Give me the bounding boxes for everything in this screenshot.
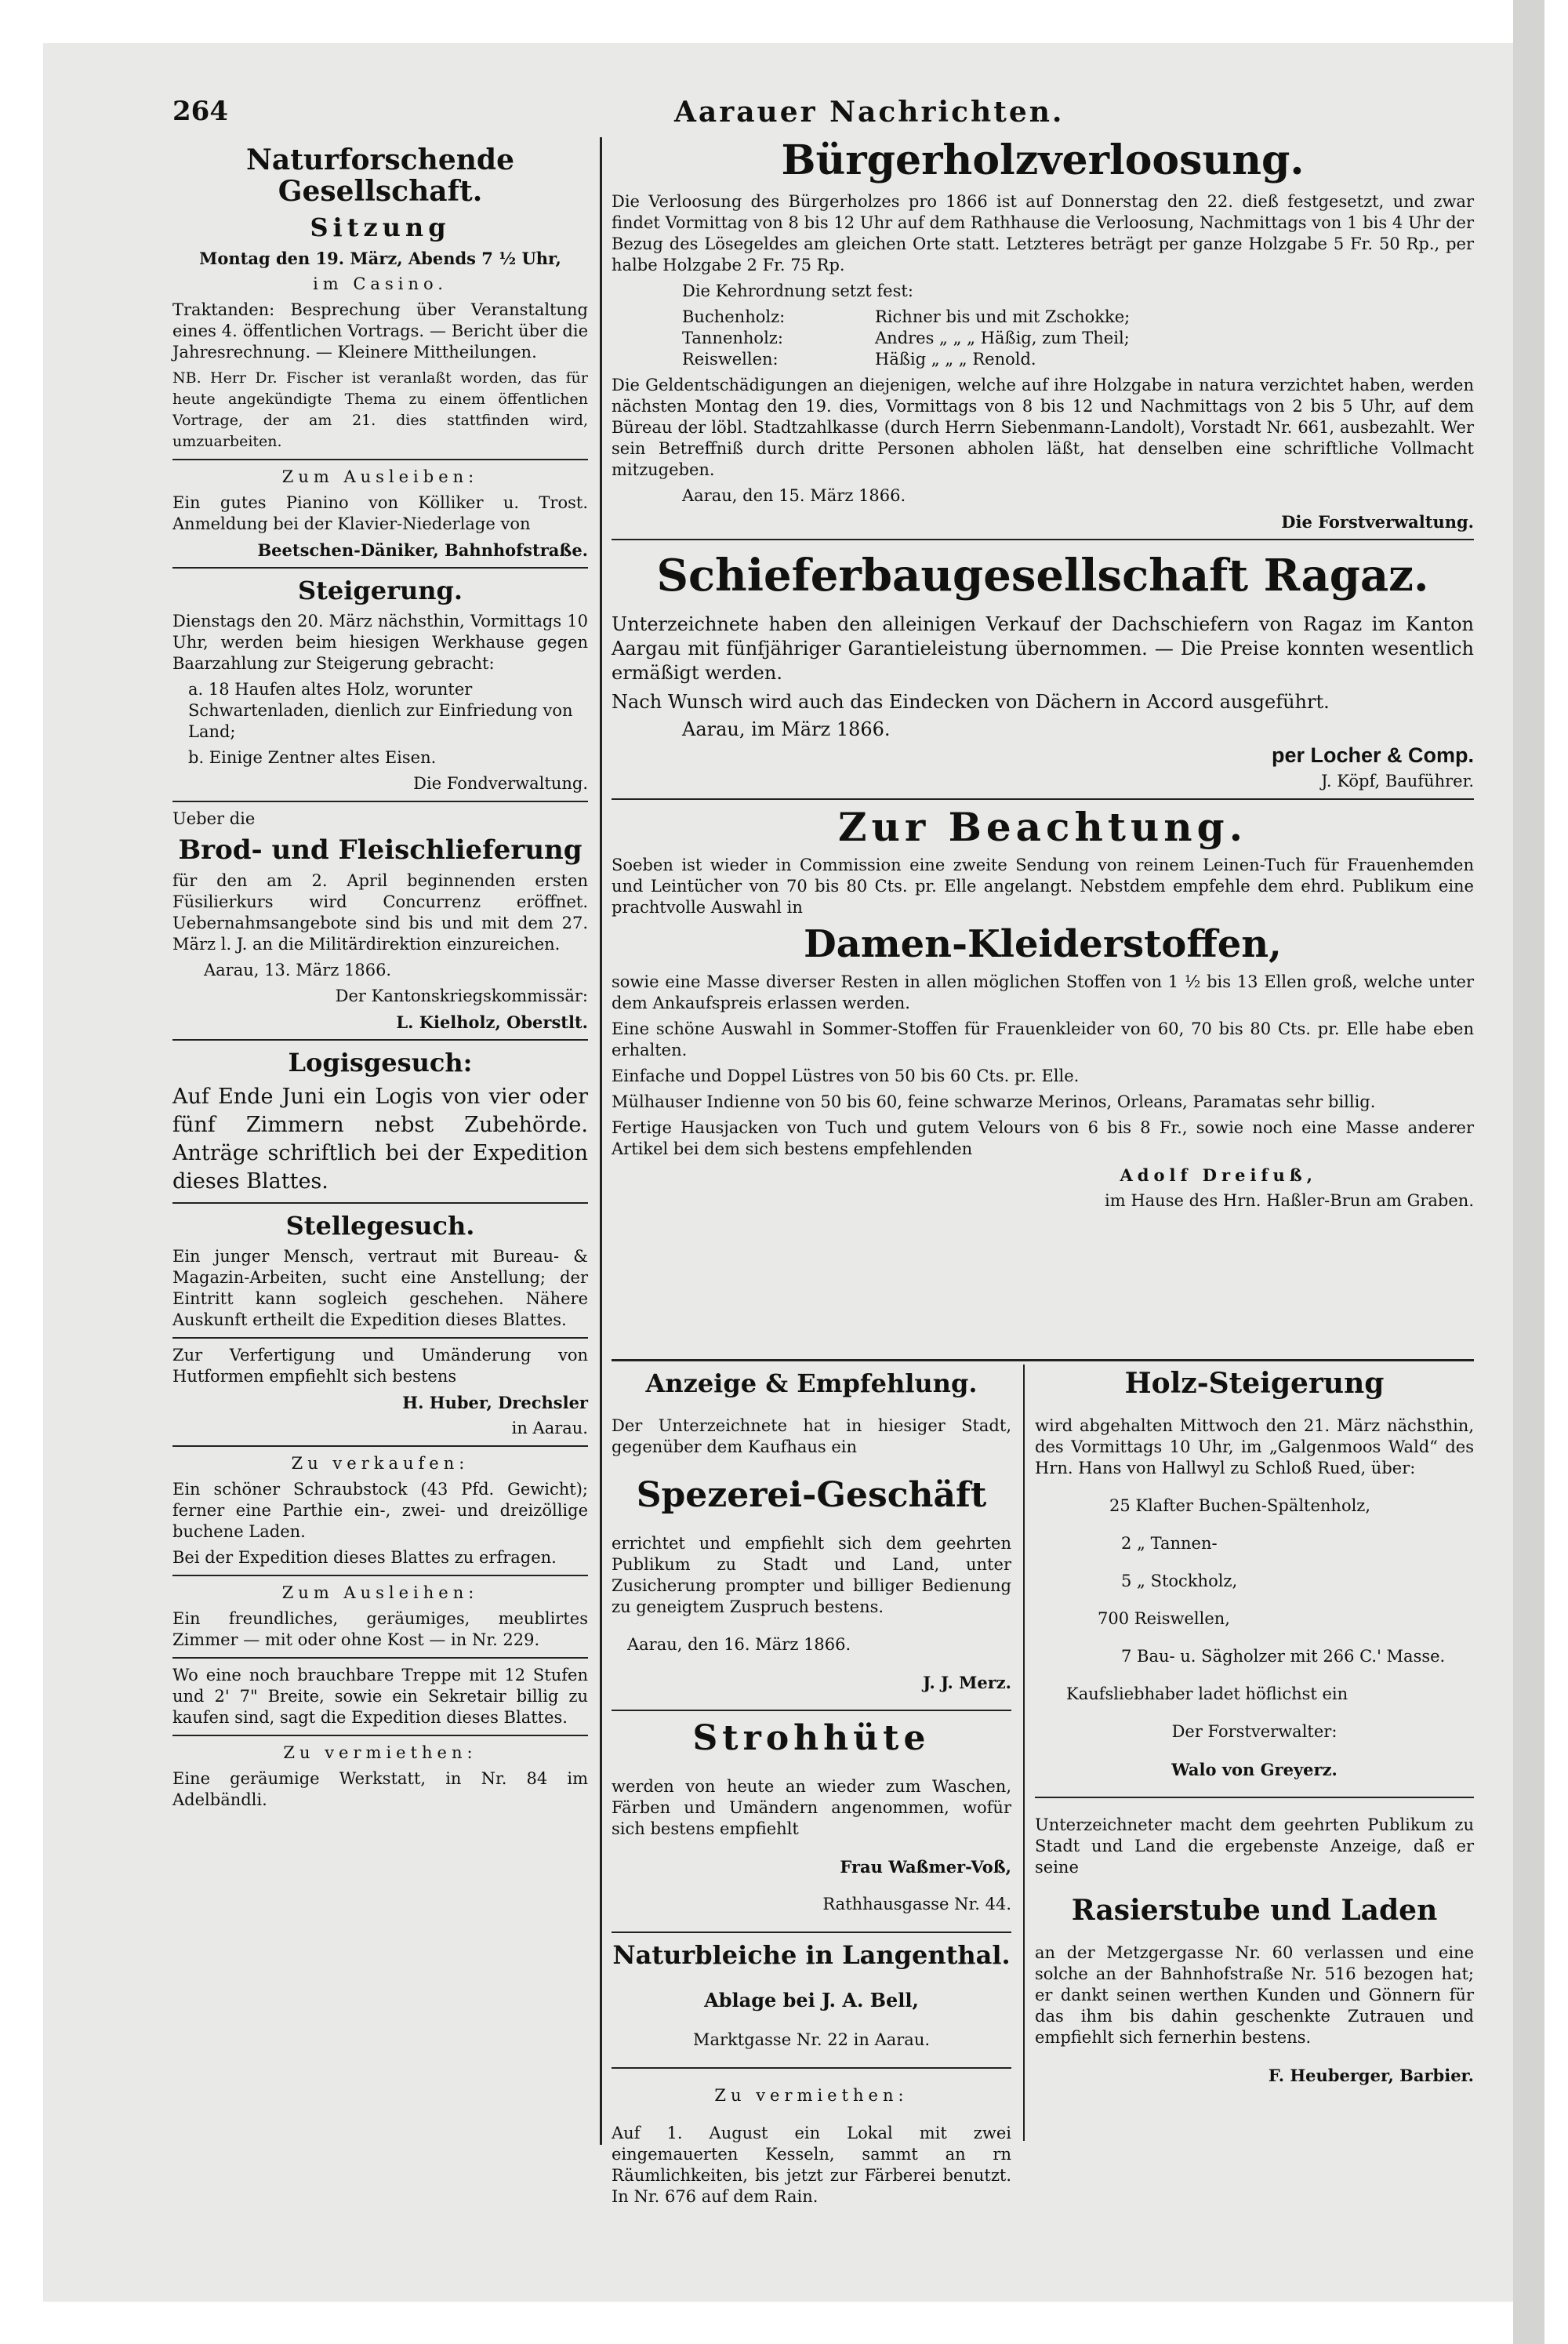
beachtung-text-5: Mülhauser Indienne von 50 bis 60, feine schwarze Merinos, Orleans, Paramatas sehr billig. <box>612 1092 1376 1111</box>
werkstatt-text: Eine geräumige Werkstatt, in Nr. 84 im Adelbändli. <box>172 1769 588 1809</box>
holzsteig-item: 25 Klafter Buchen-Spältenholz, <box>1109 1496 1371 1515</box>
kehr-value: Andres „ „ „ Häßig, zum Theil; <box>875 329 1130 347</box>
pianino-signature: Beetschen-Däniker, Bahnhofstraße. <box>257 540 588 560</box>
stelle-text: Ein junger Mensch, vertraut mit Bureau- & Magazin-Arbeiten, sucht eine Anstellung; der Eintritt kann sogleich geschehen. Nähere Auskunft ertheilt die Expedition dieses Blattes. <box>172 1247 588 1329</box>
holzsteig-signature-2: Walo von Greyerz. <box>1171 1760 1338 1779</box>
separator <box>172 801 588 802</box>
buergerholz-text: Die Verloosung des Bürgerholzes pro 1866 ist auf Donnerstag den 22. dieß festgesetzt, und zwar findet Vormittag von 8 bis 12 Uhr auf dem Rathhause die Verloosung, Nachmittags von 1 bis 4 Uhr der Bezug des Lösegeldes am gleichen Orte statt. Letzteres beträgt per ganze Holzgabe 5 Fr. 50 Rp., per halbe Holzgabe 2 Fr. 75 Rp. <box>612 192 1474 274</box>
buergerholz-ad <box>612 136 1474 532</box>
stelle-title: Stellegesuch. <box>285 1211 475 1241</box>
kehr-table <box>682 307 1474 370</box>
brod-ad <box>172 809 588 1033</box>
separator <box>1035 1797 1474 1798</box>
lokal-title: Zu vermiethen: <box>714 2086 909 2105</box>
separator <box>172 1575 588 1576</box>
kehr-label: Tannenholz: <box>682 329 783 347</box>
naturforschende-ad <box>172 144 588 452</box>
schiefer-title: Schieferbaugesellschaft Ragaz. <box>656 550 1429 601</box>
holzsteig-text-2: Kaufsliebhaber ladet höflichst ein <box>1066 1684 1348 1703</box>
logis-title: Logisgesuch: <box>288 1048 473 1078</box>
steigerung-item-b: b. Einige Zentner altes Eisen. <box>188 748 437 767</box>
brod-date: Aarau, 13. März 1866. <box>204 961 392 979</box>
spezerei-text-2: errichtet und empfiehlt sich dem geehrten Publikum zu Stadt und Land, unter Zusicherung prompter und billiger Bedienung zu geneigtem Zuspruch bestens. <box>612 1534 1011 1616</box>
spezerei-text: Der Unterzeichnete hat in hiesiger Stadt, gegenüber dem Kaufhaus ein <box>612 1416 1011 1456</box>
binding-edge <box>1513 0 1544 2344</box>
verkaufen-text-2: Bei der Expedition dieses Blattes zu erfragen. <box>172 1548 557 1567</box>
holzsteig-item: 5 „ Stockholz, <box>1121 1572 1238 1590</box>
separator <box>172 1202 588 1204</box>
steigerung-title: Steigerung. <box>297 576 463 605</box>
hutformen-ad <box>172 1345 588 1439</box>
beachtung-title: Zur Beachtung. <box>837 804 1248 850</box>
rasier-ad <box>1035 1815 1474 2086</box>
right-column <box>612 133 1474 1216</box>
rasier-text: Unterzeichneter macht dem geehrten Publikum zu Stadt und Land die ergebenste Anzeige, daß er seine <box>1035 1815 1474 1877</box>
holzsteig-signature-1: Der Forstverwalter: <box>1171 1722 1338 1741</box>
brod-signature-2: L. Kielholz, Oberstlt. <box>396 1012 588 1032</box>
spezerei-ad <box>612 1368 1011 1693</box>
pianino-title: Zum Ausleiben: <box>281 467 479 486</box>
nb-text: NB. Herr Dr. Fischer ist veranlaßt worden, das für heute angekündigte Thema zu einem öffentlichen Vortrage, der am 21. dies stattfinden wird, umzuarbeiten. <box>172 369 588 450</box>
strohhuete-signature-1: Frau Waßmer-Voß, <box>840 1857 1011 1877</box>
schiefer-signature-1: per Locher & Comp. <box>1271 743 1474 767</box>
verkaufen-ad <box>172 1453 588 1568</box>
strohhuete-title: Strohhüte <box>692 1718 931 1758</box>
kehr-title: Die Kehrordnung setzt fest: <box>682 282 913 300</box>
schiefer-text: Unterzeichnete haben den alleinigen Verkauf der Dachschiefern von Ragaz im Kanton Aargau mit fünfjähriger Garantieleistung übernommen. — Die Preise konnten wesentlich ermäßigt werden. <box>612 613 1474 684</box>
beachtung-text: Soeben ist wieder in Commission eine zweite Sendung von reinem Leinen-Tuch für Frauenhemden und Leintücher von 70 bis 80 Cts. pr. Elle angelangt. Nebstdem empfehle dem ehrd. Publikum eine prachtvolle Auswahl in <box>612 856 1474 917</box>
section-divider <box>612 1359 1474 1361</box>
separator <box>172 1657 588 1659</box>
sitzung-heading: Sitzung <box>310 213 451 242</box>
pianino-ad <box>172 467 588 561</box>
holzsteig-ad <box>1035 1368 1474 1780</box>
separator <box>172 1445 588 1447</box>
separator <box>612 539 1474 540</box>
steigerung-item-a: a. 18 Haufen altes Holz, worunter Schwartenladen, dienlich zur Einfriedung von Land; <box>188 680 573 741</box>
steigerung-signature: Die Fondverwaltung. <box>413 774 588 793</box>
brod-title: Brod- und Fleischlieferung <box>178 834 583 866</box>
verkaufen-text: Ein schöner Schraubstock (43 Pfd. Gewicht); ferner eine Parthie ein-, zwei- und dreizöllige buchene Laden. <box>172 1480 588 1541</box>
stelle-ad <box>172 1210 588 1331</box>
brod-pre: Ueber die <box>172 809 256 828</box>
brod-text: für den am 2. April beginnenden ersten Füsilierkurs wird Concurrenz eröffnet. Uebernahmsangebote sind bis und mit dem 27. März l. J. an die Militärdirektion einzureichen. <box>172 871 588 954</box>
lokal-text: Auf 1. August ein Lokal mit zwei eingemauerten Kesseln, sammt an rn Räumlichkeiten, bis jetzt zur Färberei benutzt. In Nr. 676 auf dem Rain. <box>612 2124 1011 2206</box>
holzsteig-item: 700 Reiswellen, <box>1098 1609 1230 1628</box>
strohhuete-signature-2: Rathhausgasse Nr. 44. <box>822 1895 1011 1913</box>
buergerholz-text-2: Die Geldentschädigungen an diejenigen, welche auf ihre Holzgabe in natura verzichtet haben, werden nächsten Montag den 19. dies, Vormittags von 8 bis 12 und Nachmittags von 2 bis 5 Uhr, auf dem Büreau der löbl. Stadtzahlkasse (durch Herrn Siebenmann-Landolt), Vorstadt Nr. 661, ausbezahlt. Wer sein Betreffniß durch dritte Personen abholen läßt, hat denselben eine schriftliche Vollmacht mitzugeben. <box>612 376 1474 479</box>
rasier-big: Rasierstube und Laden <box>1071 1894 1438 1927</box>
separator <box>612 798 1474 800</box>
holzsteig-title: Holz-Steigerung <box>1124 1367 1385 1400</box>
separator <box>612 1710 1011 1711</box>
brod-signature-1: Der Kantonskriegskommissär: <box>335 987 588 1005</box>
pianino-text: Ein gutes Pianino von Kölliker u. Trost. Anmeldung bei der Klavier-Niederlage von <box>172 493 588 533</box>
separator <box>612 2067 1011 2069</box>
beachtung-text-6: Fertige Hausjacken von Tuch und gutem Velours von 6 bis 8 Fr., sowie noch eine Masse anderer Artikel bei dem sich bestens empfehlenden <box>612 1118 1474 1158</box>
werkstatt-ad <box>172 1743 588 1811</box>
beachtung-text-3: Eine schöne Auswahl in Sommer-Stoffen für Frauenkleider von 60, 70 bis 80 Cts. pr. Elle habe eben erhalten. <box>612 1019 1474 1059</box>
lokal-ad <box>612 2085 1011 2208</box>
naturforschende-title: Naturforschende Gesellschaft. <box>246 144 514 208</box>
holzsteig-text: wird abgehalten Mittwoch den 21. März nächsthin, des Vormittags 10 Uhr, im „Galgenmoos Wald“ des Hrn. Hans von Hallwyl zu Schloß Rued, über: <box>1035 1416 1474 1477</box>
buergerholz-title: Bürgerholzverloosung. <box>781 136 1305 184</box>
kehr-label: Reiswellen: <box>682 350 779 369</box>
spezerei-big: Spezerei-Geschäft <box>636 1475 987 1515</box>
werkstatt-title: Zu vermiethen: <box>283 1743 477 1762</box>
rasier-signature: F. Heuberger, Barbier. <box>1268 2066 1474 2085</box>
spezerei-signature: J. J. Merz. <box>923 1673 1011 1692</box>
page-number: 264 <box>172 96 228 127</box>
beachtung-text-2: sowie eine Masse diverser Resten in allen möglichen Stoffen von 1 ½ bis 13 Ellen groß, welche unter dem Ankaufspreis erlassen werden. <box>612 972 1474 1012</box>
zimmer-text: Ein freundliches, geräumiges, meublirtes Zimmer — mit oder ohne Kost — in Nr. 229. <box>172 1609 588 1649</box>
hutformen-signature-2: in Aarau. <box>511 1419 588 1437</box>
verkaufen-title: Zu verkaufen: <box>291 1454 470 1473</box>
bleiche-title: Naturbleiche in Langenthal. <box>612 1940 1011 1970</box>
holzsteig-item: 7 Bau- u. Sägholzer mit 266 C.' Masse. <box>1121 1647 1446 1666</box>
treppe-text: Wo eine noch brauchbare Treppe mit 12 Stufen und 2' 7" Breite, sowie ein Sekretair billig zu kaufen sind, sagt die Expedition dieses Blattes. <box>172 1666 588 1727</box>
beachtung-signature-2: im Hause des Hrn. Haßler-Brun am Graben. <box>1105 1191 1474 1210</box>
sub-column-divider <box>1023 1365 1025 2141</box>
steigerung-text: Dienstags den 20. März nächsthin, Vormittags 10 Uhr, werden beim hiesigen Werkhause gegen Baarzahlung zur Steigerung gebracht: <box>172 612 588 673</box>
beachtung-ad <box>612 806 1474 1212</box>
logis-text: Auf Ende Juni ein Logis von vier oder fünf Zimmern nebst Zubehörde. Anträge schriftlich bei der Expedition dieses Blattes. <box>172 1085 588 1194</box>
beachtung-big: Damen-Kleiderstoffen, <box>804 922 1282 966</box>
right-sub-column-right <box>1035 1365 1474 2102</box>
traktanden-text: Traktanden: Besprechung über Veranstaltung eines 4. öffentlichen Vortrags. — Bericht über die Jahresrechnung. — Kleinere Mittheilungen. <box>172 300 588 362</box>
kehr-value: Richner bis und mit Zschokke; <box>875 307 1131 326</box>
spezerei-title: Anzeige & Empfehlung. <box>645 1368 978 1398</box>
beachtung-text-4: Einfache und Doppel Lüstres von 50 bis 60 Cts. pr. Elle. <box>612 1067 1080 1085</box>
strohhuete-text: werden von heute an wieder zum Waschen, Färben und Umändern angenommen, wofür sich bestens empfiehlt <box>612 1777 1011 1838</box>
bleiche-sub: Ablage bei J. A. Bell, <box>704 1989 919 2011</box>
page-header: Aarauer Nachrichten. <box>674 96 1065 129</box>
zimmer-title: Zum Ausleihen: <box>281 1583 479 1602</box>
separator <box>172 1735 588 1736</box>
schiefer-text-2: Nach Wunsch wird auch das Eindecken von Dächern in Accord ausgeführt. <box>612 691 1330 713</box>
separator <box>172 1039 588 1041</box>
separator <box>612 1932 1011 1933</box>
sitzung-place: im Casino. <box>313 274 448 293</box>
separator <box>172 1337 588 1339</box>
sitzung-datetime: Montag den 19. März, Abends 7 ½ Uhr, <box>199 249 561 268</box>
logis-ad <box>172 1047 588 1196</box>
bleiche-sub-2: Marktgasse Nr. 22 in Aarau. <box>692 2030 931 2049</box>
buergerholz-date: Aarau, den 15. März 1866. <box>682 486 906 505</box>
holzsteig-item: 2 „ Tannen- <box>1121 1534 1218 1553</box>
hutformen-signature-1: H. Huber, Drechsler <box>402 1393 588 1412</box>
zimmer-ad <box>172 1583 588 1651</box>
kehr-value: Häßig „ „ „ Renold. <box>875 350 1036 369</box>
buergerholz-signature: Die Forstverwaltung. <box>1281 512 1474 532</box>
right-sub-column-left <box>612 1365 1011 2224</box>
column-divider <box>600 137 602 2145</box>
rasier-text-2: an der Metzgergasse Nr. 60 verlassen und eine solche an der Bahnhofstraße Nr. 516 bezogen hat; er dankt seinen werthen Kunden und Gönnern für das ihm bis dahin geschenkte Zutrauen und empfiehlt sich fernerhin bestens. <box>1035 1943 1474 2047</box>
schiefer-ad <box>612 547 1474 792</box>
beachtung-signature-1: Adolf Dreifuß, <box>1120 1165 1317 1185</box>
strohhuete-ad <box>612 1717 1011 1915</box>
schiefer-signature-2: J. Köpf, Bauführer. <box>1321 772 1474 790</box>
hutformen-text: Zur Verfertigung und Umänderung von Hutformen empfiehlt sich bestens <box>172 1346 588 1386</box>
separator <box>172 567 588 569</box>
steigerung-ad <box>172 575 588 794</box>
left-column <box>172 141 588 1815</box>
bleiche-ad <box>612 1939 1011 2051</box>
kehr-label: Buchenholz: <box>682 307 786 326</box>
schiefer-date: Aarau, im März 1866. <box>682 718 891 740</box>
treppe-ad <box>172 1665 588 1728</box>
spezerei-date: Aarau, den 16. März 1866. <box>627 1635 851 1654</box>
separator <box>172 459 588 460</box>
